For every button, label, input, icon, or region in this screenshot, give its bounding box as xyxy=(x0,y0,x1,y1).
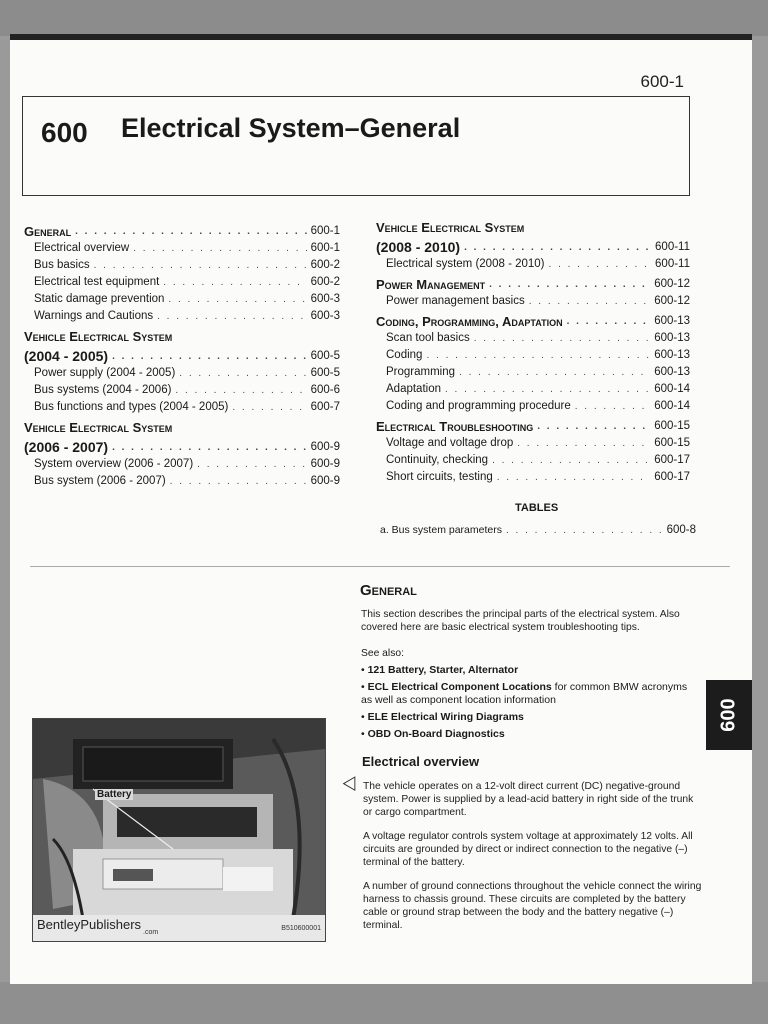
chapter-tab xyxy=(706,680,752,750)
toc-entry-page: 600-11 xyxy=(655,258,690,270)
toc-entry-label: General xyxy=(24,224,72,239)
see-also-list xyxy=(361,664,701,745)
leader-dots xyxy=(232,399,306,416)
toc-entry-label: Coding xyxy=(386,349,423,361)
see-also-ref-title: ELE Electrical Wiring Diagrams xyxy=(367,711,524,723)
subsection-title-overview: Electrical overview xyxy=(362,754,480,769)
chapter-number: 600 xyxy=(41,117,88,148)
see-also-label: See also: xyxy=(361,648,404,659)
toc-entry-label: System overview (2006 - 2007) xyxy=(34,458,194,470)
toc-entry-page: 600-1 xyxy=(310,242,340,254)
toc-entry-page: 600-12 xyxy=(654,295,690,307)
tables-entry-page: 600-8 xyxy=(666,524,696,536)
leader-dots xyxy=(168,291,306,308)
overview-paragraph-1: The vehicle operates on a 12-volt direct current (DC) negative-ground system. Power is supplied by a lead-acid battery in right side of the trunk or cargo compartment. xyxy=(363,781,694,818)
toc-entry-label: Continuity, checking xyxy=(386,454,489,466)
toc-entry[interactable] xyxy=(376,381,690,398)
toc-entry-label: Bus basics xyxy=(34,259,90,271)
toc-entry-label: Bus system (2006 - 2007) xyxy=(34,475,166,487)
toc-section-entry[interactable] xyxy=(376,239,690,256)
leader-dots xyxy=(175,382,306,399)
toc-entry-label: Electrical system (2008 - 2010) xyxy=(386,258,545,270)
toc-section-heading: Vehicle Electrical System xyxy=(376,220,525,235)
leader-dots xyxy=(197,456,306,473)
leader-dots xyxy=(529,293,650,310)
leader-dots xyxy=(459,364,650,381)
toc-entry-label: Bus functions and types (2004 - 2005) xyxy=(34,401,229,413)
toc-entry-label: Electrical overview xyxy=(34,242,130,254)
toc-entry[interactable] xyxy=(376,469,690,486)
toc-entry-page: 600-9 xyxy=(310,458,340,470)
toc-section-heading: Vehicle Electrical System xyxy=(24,329,173,344)
chapter-title-box xyxy=(22,96,690,196)
battery-photo-illustration xyxy=(33,719,325,941)
toc-section-entry[interactable] xyxy=(376,313,690,330)
document-page xyxy=(10,34,752,984)
toc-entry-page: 600-1 xyxy=(310,225,340,237)
leader-dots xyxy=(464,239,651,256)
pointer-arrow-icon: ⨞ xyxy=(342,774,357,794)
leader-dots xyxy=(75,223,306,240)
toc-entry-page: 600-2 xyxy=(310,259,340,271)
toc-entry-label: Voltage and voltage drop xyxy=(386,437,514,449)
leader-dots xyxy=(94,257,307,274)
see-also-item[interactable] xyxy=(361,711,701,724)
toc-entry-page: 600-15 xyxy=(654,420,690,432)
toc-entry-page: 600-12 xyxy=(654,278,690,290)
toc-entry-label: Scan tool basics xyxy=(386,332,470,344)
page-top-bar xyxy=(10,34,752,40)
toc-entry[interactable] xyxy=(376,293,690,310)
toc-entry-label: Adaptation xyxy=(386,383,441,395)
see-also-item[interactable] xyxy=(361,728,701,741)
toc-entry-label: Electrical Troubleshooting xyxy=(376,419,534,434)
toc-entry-page: 600-6 xyxy=(310,384,340,396)
scan-border-top xyxy=(0,0,768,36)
tables-entry[interactable] xyxy=(380,524,696,536)
toc-entry-label: Warnings and Cautions xyxy=(34,310,154,322)
leader-dots xyxy=(567,313,651,330)
see-also-item[interactable] xyxy=(361,664,701,677)
leader-dots xyxy=(575,398,650,415)
toc-entry-page: 600-3 xyxy=(310,310,340,322)
scan-border-bottom xyxy=(0,982,768,1024)
toc-entry[interactable] xyxy=(24,399,340,416)
page-number: 600-1 xyxy=(640,72,684,91)
toc-entry[interactable] xyxy=(24,257,340,274)
toc-entry[interactable] xyxy=(24,473,340,490)
toc-entry-label: Power supply (2004 - 2005) xyxy=(34,367,176,379)
toc-entry-page: 600-3 xyxy=(310,293,340,305)
publisher-watermark: BentleyPublishers xyxy=(37,917,142,932)
leader-dots xyxy=(492,452,650,469)
toc-entry-page: 600-13 xyxy=(654,315,690,327)
toc-entry-label: Coding, Programming, Adaptation xyxy=(376,314,563,329)
leader-dots xyxy=(163,274,306,291)
toc-entry[interactable] xyxy=(24,456,340,473)
toc-entry-page: 600-5 xyxy=(310,350,340,362)
leader-dots xyxy=(474,330,650,347)
toc-entry-label: Programming xyxy=(386,366,456,378)
toc-entry[interactable] xyxy=(24,365,340,382)
overview-paragraph-2: A voltage regulator controls system voltage at approximately 12 volts. All circuits are grounded by direct or indirect connection to the negative (–) terminal of the battery. xyxy=(363,831,693,868)
toc-entry-page: 600-9 xyxy=(310,475,340,487)
leader-dots xyxy=(497,469,650,486)
leader-dots xyxy=(489,276,650,293)
battery-label: Battery xyxy=(97,789,132,800)
battery-photo xyxy=(32,718,326,942)
toc-entry[interactable] xyxy=(24,382,340,399)
tables-entry-label: a. Bus system parameters xyxy=(380,524,502,536)
toc-entry-page: 600-13 xyxy=(654,366,690,378)
toc-entry-page: 600-11 xyxy=(655,241,690,253)
toc-entry-page: 600-14 xyxy=(654,400,690,412)
see-also-ref-note: for common BMW acronyms as well as component location information xyxy=(361,681,688,706)
leader-dots xyxy=(445,381,650,398)
figure-code: B510600001 xyxy=(281,925,321,932)
toc-entry-page: 600-9 xyxy=(310,441,340,453)
chapter-title: Electrical System–General xyxy=(121,113,461,143)
toc-entry[interactable] xyxy=(376,452,690,469)
toc-entry-label: (2004 - 2005) xyxy=(24,348,109,364)
see-also-ref-title: 121 Battery, Starter, Alternator xyxy=(367,664,519,676)
toc-entry-label: Power Management xyxy=(376,277,486,292)
toc-section-entry[interactable] xyxy=(376,418,690,435)
leader-dots xyxy=(179,365,306,382)
toc-entry[interactable] xyxy=(376,347,690,364)
toc-entry-page: 600-15 xyxy=(654,437,690,449)
toc-entry-label: (2008 - 2010) xyxy=(376,239,461,255)
toc-left-column xyxy=(24,220,340,490)
toc-section-entry[interactable] xyxy=(376,276,690,293)
toc-entry-page: 600-17 xyxy=(654,471,690,483)
toc-entry[interactable] xyxy=(376,435,690,452)
toc-section-entry[interactable] xyxy=(24,348,340,365)
toc-entry[interactable] xyxy=(376,398,690,415)
leader-dots xyxy=(157,308,306,325)
toc-entry[interactable] xyxy=(24,240,340,257)
toc-section-heading: Vehicle Electrical System xyxy=(24,420,173,435)
toc-section-entry[interactable] xyxy=(24,439,340,456)
leader-dots xyxy=(506,525,663,536)
general-intro: This section describes the principal parts of the electrical system. Also covered here are basic electrical system troubleshooting tips. xyxy=(361,609,680,633)
section-divider xyxy=(30,566,730,567)
toc-entry-label: Coding and programming procedure xyxy=(386,400,571,412)
chapter-tab-label: 600 xyxy=(717,698,740,732)
leader-dots xyxy=(133,240,306,257)
leader-dots xyxy=(549,256,652,273)
toc-right-column xyxy=(376,216,690,486)
toc-entry[interactable] xyxy=(376,256,690,273)
tables-heading: TABLES xyxy=(515,502,559,514)
toc-entry[interactable] xyxy=(24,274,340,291)
leader-dots xyxy=(170,473,307,490)
toc-entry-label: Short circuits, testing xyxy=(386,471,493,483)
leader-dots xyxy=(537,418,650,435)
see-also-item[interactable] xyxy=(361,681,701,707)
toc-entry-label: Power management basics xyxy=(386,295,525,307)
toc-entry-label: Electrical test equipment xyxy=(34,276,160,288)
toc-entry-label: Static damage prevention xyxy=(34,293,165,305)
toc-entry-label: (2006 - 2007) xyxy=(24,439,109,455)
publisher-watermark-domain: .com xyxy=(143,929,159,936)
toc-entry-page: 600-17 xyxy=(654,454,690,466)
toc-entry[interactable] xyxy=(24,308,340,325)
toc-entry-page: 600-2 xyxy=(310,276,340,288)
toc-entry[interactable] xyxy=(376,364,690,381)
see-also-ref-title: OBD On-Board Diagnostics xyxy=(367,728,505,740)
toc-section-entry[interactable] xyxy=(24,223,340,240)
leader-dots xyxy=(112,439,307,456)
toc-entry-page: 600-13 xyxy=(654,349,690,361)
toc-entry[interactable] xyxy=(24,291,340,308)
toc-entry-page: 600-13 xyxy=(654,332,690,344)
toc-entry-page: 600-14 xyxy=(654,383,690,395)
leader-dots xyxy=(517,435,650,452)
toc-entry-page: 600-5 xyxy=(310,367,340,379)
toc-entry[interactable] xyxy=(376,330,690,347)
see-also-ref-title: ECL Electrical Component Locations xyxy=(367,681,552,693)
overview-paragraph-3: A number of ground connections throughout the vehicle connect the wiring harness to chassis ground. These circuits are completed by the battery cable or ground strap between the body and the battery negative (–) terminal. xyxy=(363,881,702,931)
section-title-general: General xyxy=(360,582,417,599)
leader-dots xyxy=(112,348,307,365)
leader-dots xyxy=(426,347,650,364)
toc-entry-page: 600-7 xyxy=(310,401,340,413)
toc-entry-label: Bus systems (2004 - 2006) xyxy=(34,384,172,396)
